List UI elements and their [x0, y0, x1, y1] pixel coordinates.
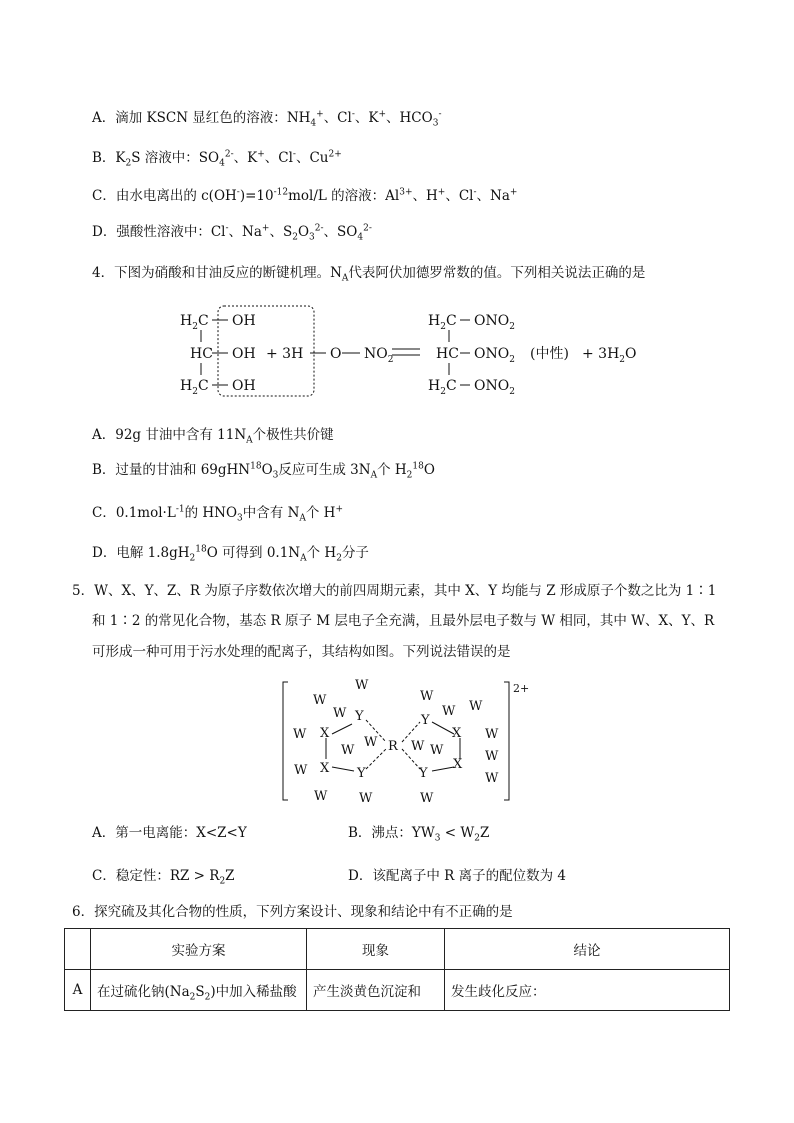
- atom-w: W: [314, 789, 328, 804]
- atom-y: Y: [355, 709, 364, 724]
- header-cell-conclusion: 结论: [445, 929, 730, 970]
- atom-w: W: [293, 727, 307, 742]
- q4-option-c: C．$0.1mol\cdot L^{-1}$的 $HNO_3$中含有 $N_A$个 H+: [92, 504, 344, 524]
- header-cell-id: [65, 929, 91, 970]
- row-plan: 在过硫化钠$(Na_2S_2)$中加入稀盐酸: [91, 970, 307, 1011]
- table-header-row: [65, 929, 730, 970]
- atom-x: X: [320, 726, 330, 741]
- product-h2c-bottom: $H_2C$: [428, 378, 457, 397]
- header-cell-plan: 实验方案: [91, 929, 307, 970]
- q4-option-a: A．92g 甘油中含有 $11N_A$个极性共价键: [92, 427, 334, 446]
- product-ono2-top: $ONO_2$: [474, 313, 515, 332]
- header-cell-phenomenon: 现象: [307, 929, 445, 970]
- scheme-oh-bottom: OH: [232, 378, 256, 394]
- product-ono2-mid: $ONO_2$: [474, 346, 515, 365]
- table-row: [65, 970, 730, 1011]
- ion-charge: 2+: [513, 682, 530, 695]
- atom-w: W: [469, 699, 483, 714]
- q5-stem-line1: 5．W、X、Y、Z、R 为原子序数依次增大的前四周期元素，其中 X、Y 均能与 Z 形成原子个数之比为 1∶1: [72, 583, 717, 599]
- row-conclusion: 发生歧化反应：: [445, 970, 730, 1011]
- atom-w: W: [355, 678, 369, 693]
- atom-w: W: [420, 791, 434, 806]
- q5-option-d: D．该配离子中 R 离子的配位数为 4: [348, 868, 566, 884]
- atom-w: W: [485, 771, 499, 786]
- atom-w: W: [420, 689, 434, 704]
- product-ono2-bottom: $ONO_2$: [474, 378, 515, 397]
- q3-option-d: D．强酸性溶液中：Cl-、Na+、$S_2O_3^{2-}$、$SO_4^{2-}$: [92, 223, 372, 243]
- atom-w: W: [485, 749, 499, 764]
- atom-w: W: [313, 693, 327, 708]
- complex-ion-structure: [280, 672, 550, 807]
- atom-w: W: [294, 763, 308, 778]
- q5-stem-line3: 可形成一种可用于污水处理的配离子，其结构如图。下列说法错误的是: [92, 644, 511, 660]
- glycerol-nitration-scheme: [170, 300, 650, 410]
- product-neutral-note: (中性): [530, 346, 569, 362]
- atom-w: W: [364, 735, 378, 750]
- product-h2c-top: $H_2C$: [428, 313, 457, 332]
- q6-stem: 6．探究硫及其化合物的性质，下列方案设计、现象和结论中有不正确的是: [72, 904, 513, 920]
- experiment-table: [64, 928, 730, 1011]
- atom-w: W: [333, 706, 347, 721]
- q3-option-a: A．滴加 KSCN 显红色的溶液：$NH_4^+$、Cl-、K+、$HCO_3^-$: [92, 109, 442, 129]
- atom-w: W: [411, 739, 425, 754]
- scheme-h2c-bottom: $H_2C$: [180, 378, 209, 397]
- scheme-hc-mid: HC: [190, 346, 213, 362]
- q4-stem: 4．下图为硝酸和甘油反应的断键机理。$N_A$代表阿伏加德罗常数的值。下列相关说法正确的是: [92, 265, 646, 284]
- q5-option-a: A．第一电离能：X<Z<Y: [92, 825, 247, 841]
- q5-stem-line2: 和 1∶2 的常见化合物，基态 R 原子 M 层电子全充满，且最外层电子数与 W 相同，其中 W、X、Y、R: [92, 613, 715, 629]
- product-water: + $3H_2O$: [582, 346, 637, 365]
- scheme-oh-mid: OH: [232, 346, 256, 362]
- q5-option-b: B．沸点：$YW_3 < W_2Z$: [348, 825, 490, 844]
- scheme-no2: $NO_2$: [364, 346, 394, 365]
- atom-w: W: [359, 791, 373, 806]
- atom-y: Y: [357, 766, 366, 781]
- q4-option-d: D．电解 $1.8gH_2^{18}O$ 可得到 $0.1N_A$个 $H_2$分子: [92, 544, 369, 564]
- scheme-h2c-top: $H_2C$: [180, 313, 209, 332]
- scheme-oh-top: OH: [232, 313, 256, 329]
- row-phenomenon: 产生淡黄色沉淀和: [307, 970, 445, 1011]
- atom-w: W: [485, 727, 499, 742]
- q3-option-b: B．$K_2S$ 溶液中：$SO_4^{2-}$、K+、Cl-、$Cu^{2+}$: [92, 149, 342, 169]
- atom-w: W: [430, 743, 444, 758]
- atom-w: W: [442, 704, 456, 719]
- scheme-plus-3h: + 3H: [266, 346, 304, 362]
- row-id: A: [65, 970, 91, 1011]
- atom-r: R: [388, 739, 398, 754]
- atom-x: X: [452, 726, 462, 741]
- q3-option-c: C．由水电离出的 $c(OH^-)=10^{-12}mol/L$ 的溶液：$Al^{3+}$、H+、Cl-、Na+: [92, 187, 518, 204]
- atom-x: X: [320, 761, 330, 776]
- atom-y: Y: [419, 766, 428, 781]
- product-hc: HC: [436, 346, 459, 362]
- q5-option-c: C．稳定性：RZ > $R_2Z$: [92, 868, 235, 887]
- q4-option-b: B．过量的甘油和 $69gHN^{18}O_3$反应可生成 $3N_A$个 $H_2^{18}O$: [92, 461, 435, 481]
- atom-w: W: [341, 743, 355, 758]
- atom-x: X: [453, 757, 463, 772]
- scheme-o: O: [330, 346, 342, 362]
- atom-y: Y: [421, 713, 430, 728]
